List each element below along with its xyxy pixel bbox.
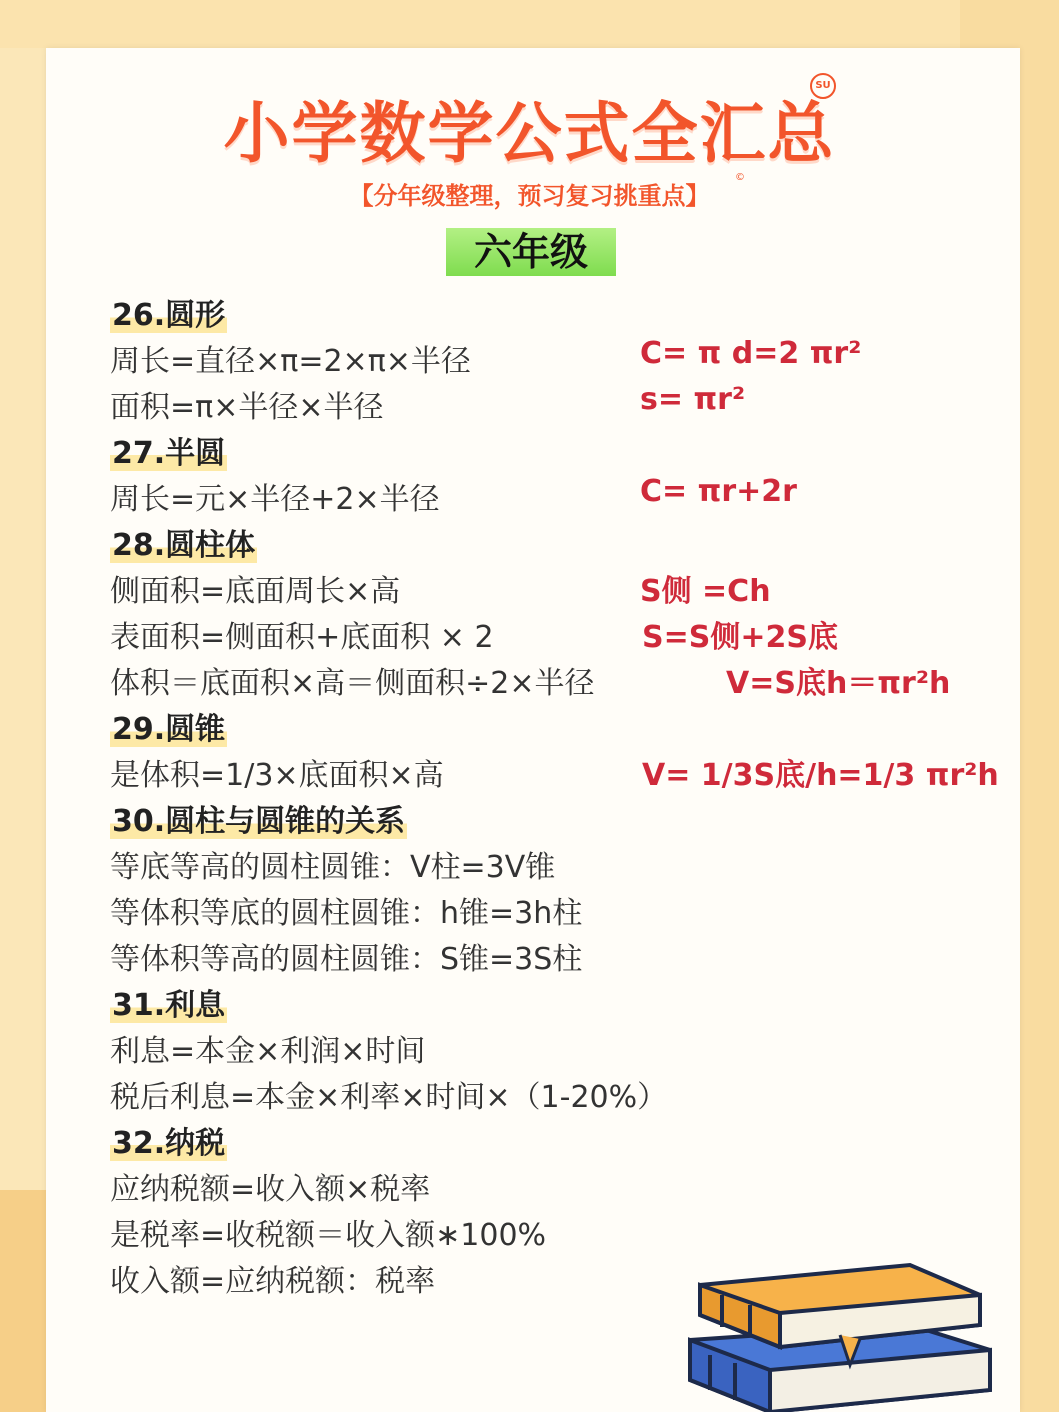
formula-symbolic: S侧 =Ch [640, 574, 771, 609]
formula-text: 面积=π×半径×半径 [110, 390, 384, 425]
formula-text: 周长=元×半径+2×半径 [110, 482, 440, 517]
section-heading: 32.纳税 [112, 1126, 226, 1161]
formula-symbolic: s= πr² [640, 382, 746, 417]
copyright-mark: © [735, 172, 745, 183]
formula-text: 表面积=侧面积+底面积 × 2 [110, 620, 494, 655]
section-heading: 26.圆形 [112, 298, 226, 333]
formula-text: 等体积等底的圆柱圆锥：h锥=3h柱 [110, 896, 583, 931]
formula-symbolic: S=S侧+2S底 [642, 620, 838, 655]
formula-symbolic: C= πr+2r [640, 474, 797, 509]
section-heading: 29.圆锥 [112, 712, 226, 747]
page-title: 小学数学公式全汇总 [223, 95, 836, 172]
section-heading: 30.圆柱与圆锥的关系 [112, 804, 406, 839]
formula-text: 是体积=1/3×底面积×高 [110, 758, 444, 793]
formula-text: 等底等高的圆柱圆锥：V柱=3V锥 [110, 850, 556, 885]
formula-text: 应纳税额=收入额×税率 [110, 1172, 431, 1207]
formula-text: 体积＝底面积×高＝侧面积÷2×半径 [110, 666, 595, 701]
formula-symbolic: V=S底h＝πr²h [726, 666, 951, 701]
formula-text: 侧面积=底面周长×高 [110, 574, 401, 609]
formula-symbolic: C= π d=2 πr² [640, 336, 862, 371]
books-illustration [680, 1255, 1020, 1412]
formula-text: 利息=本金×利润×时间 [110, 1034, 426, 1069]
grade-badge: 六年级 [446, 228, 616, 276]
background-stripe [0, 1190, 46, 1412]
section-heading: 31.利息 [112, 988, 226, 1023]
section-heading: 27.半圆 [112, 436, 226, 471]
formula-symbolic: V= 1/3S底/h=1/3 πr²h [642, 758, 999, 793]
page-subtitle: 【分年级整理，预习复习挑重点】 [349, 182, 710, 210]
formula-text: 是税率=收税额＝收入额∗100% [110, 1218, 547, 1253]
formula-text: 等体积等高的圆柱圆锥：S锥=3S柱 [110, 942, 583, 977]
background-stripe [0, 0, 1059, 48]
su-badge: SU [810, 73, 836, 99]
formula-text: 税后利息=本金×利率×时间×（1-20%） [110, 1080, 668, 1115]
section-heading: 28.圆柱体 [112, 528, 256, 563]
formula-text: 收入额=应纳税额：税率 [110, 1264, 436, 1299]
formula-text: 周长=直径×π=2×π×半径 [110, 344, 471, 379]
